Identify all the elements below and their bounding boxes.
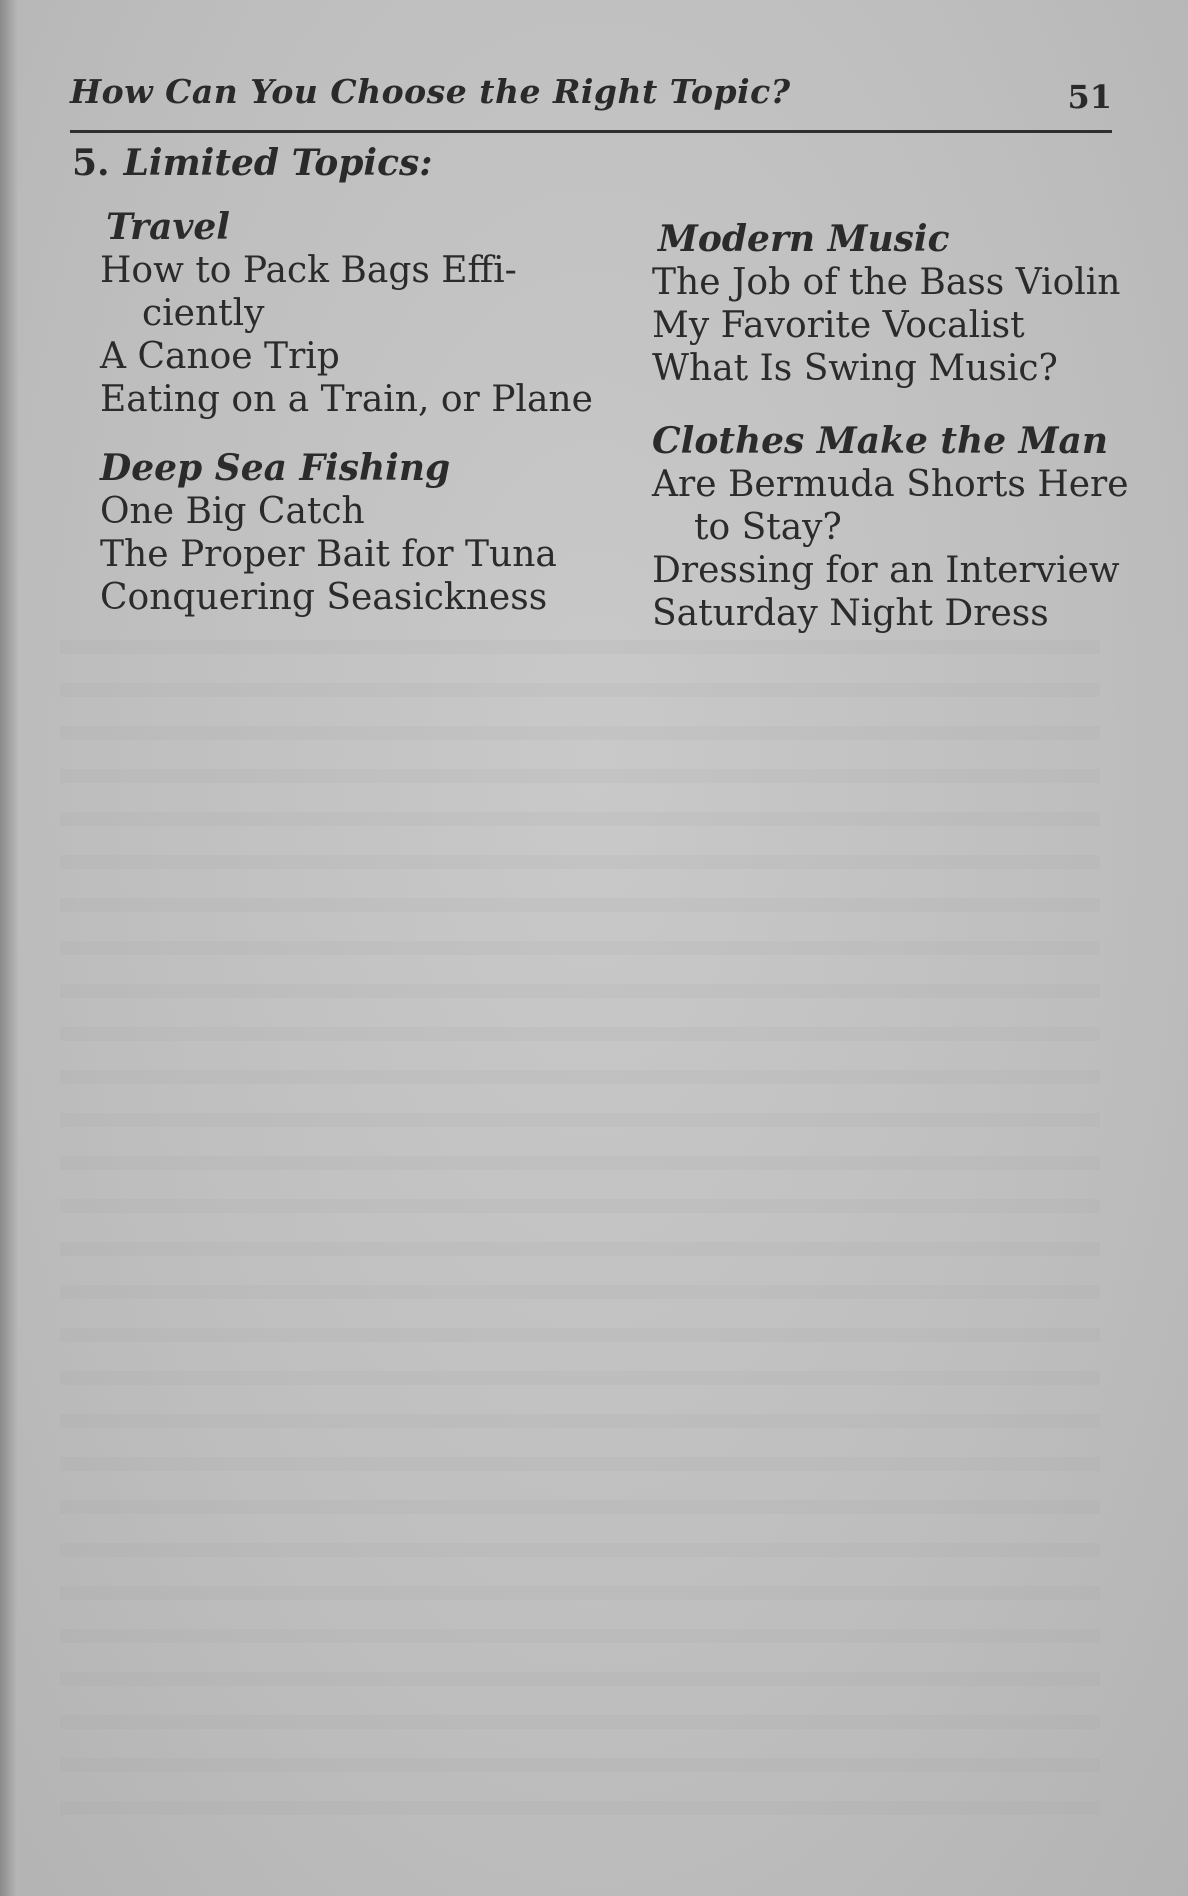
- group-title: Travel: [106, 206, 230, 248]
- topic-item: One Big Catch: [100, 491, 365, 532]
- group-title: Clothes Make the Man: [652, 420, 1108, 462]
- show-through-texture: [60, 640, 1100, 1840]
- section-heading: [72, 142, 433, 184]
- topic-item: How to Pack Bags Effi-: [100, 250, 517, 291]
- topic-group-deep-sea-fishing: [100, 447, 580, 619]
- group-title: Deep Sea Fishing: [100, 447, 451, 489]
- topic-item: The Proper Bait for Tuna: [100, 534, 557, 575]
- group-title: Modern Music: [658, 218, 950, 260]
- topic-item: Conquering Seasickness: [100, 577, 548, 618]
- topic-item: Saturday Night Dress: [652, 593, 1049, 634]
- topic-item: Eating on a Train, or Plane: [100, 379, 593, 420]
- page-number: 51: [1067, 78, 1112, 116]
- running-head: [70, 68, 1112, 133]
- topic-item: Are Bermuda Shorts Here: [652, 464, 1129, 505]
- topic-group-modern-music: [652, 218, 1122, 390]
- topic-item: Dressing for an Interview: [652, 550, 1120, 591]
- section-number: 5.: [72, 142, 110, 184]
- topic-group-travel: [100, 206, 593, 421]
- topic-item: A Canoe Trip: [100, 336, 340, 377]
- topic-item-continuation: ciently: [142, 293, 265, 334]
- running-head-title: How Can You Choose the Right Topic?: [70, 72, 791, 111]
- spine-shadow: [0, 0, 18, 1896]
- section-label: Limited Topics:: [123, 142, 433, 184]
- left-column: [100, 206, 593, 639]
- topic-item-continuation: to Stay?: [694, 507, 842, 548]
- topic-item: My Favorite Vocalist: [652, 305, 1025, 346]
- topic-group-clothes: [652, 420, 1129, 635]
- right-column: [652, 218, 1129, 655]
- topic-item: What Is Swing Music?: [652, 348, 1058, 389]
- topic-item: The Job of the Bass Violin: [652, 262, 1121, 303]
